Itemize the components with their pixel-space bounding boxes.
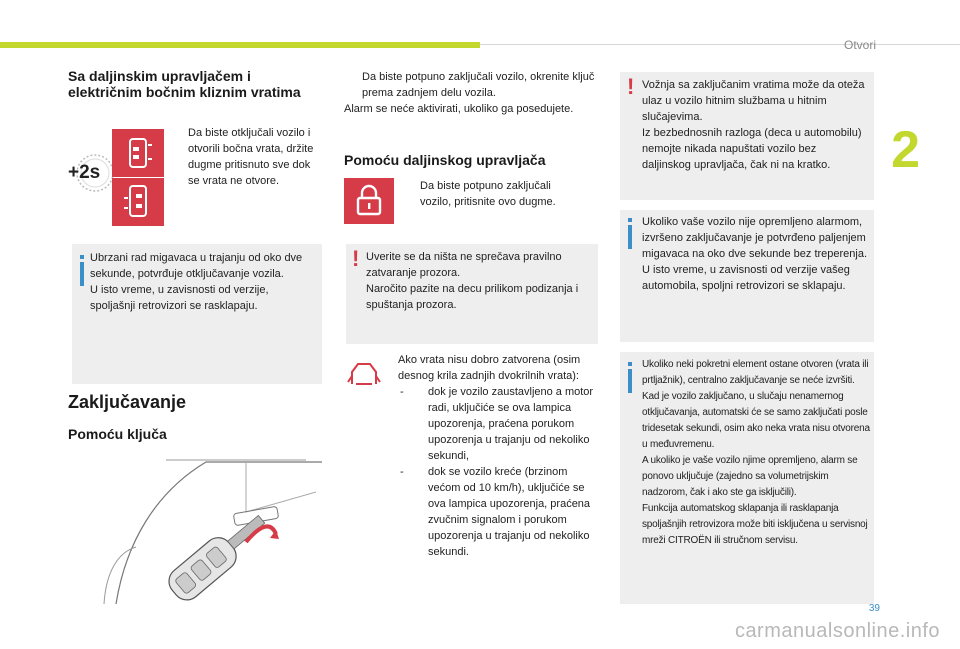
page-number: 39 <box>868 603 880 614</box>
dash-bullet: - <box>400 386 404 398</box>
header-divider <box>480 44 960 45</box>
remote-lock-instruction: Da biste potpuno zaključali vozilo, pritisnite ovo dugme. <box>420 180 556 208</box>
key-lock-instruction: Da biste potpuno zaključali vozilo, okrenite ključ prema zadnjem delu vozila. <box>362 71 595 99</box>
heading-remote-sliding-doors: Sa daljinskim upravljačem i električnim bočnim kliznim vratima <box>68 68 301 100</box>
door-warning-moving: dok se vozilo kreće (brzinom većom od 10 km/h), uključiće se ova lampica upozorenja, praćena zvučnim signalom i porukom upozorenja u trajanju od nekoliko sekundi. <box>428 466 591 558</box>
header-accent-bar <box>0 42 480 48</box>
chapter-number: 2 <box>891 121 920 179</box>
section-title: Otvori <box>843 38 876 52</box>
info-box-auto-relock <box>620 352 874 604</box>
lock-button-tile <box>344 178 394 224</box>
door-open-warning-lamp <box>344 354 384 394</box>
info-box-indicators <box>72 244 322 384</box>
warning-box-driving-locked <box>620 72 874 200</box>
warning-icon: ! <box>627 74 635 99</box>
info-text-no-alarm: Ukoliko vaše vozilo nije opremljeno alarmom, izvršeno zaključavanje je potvrđeno paljenjem migavaca na oko dve sekunde bez treperenja. U isto vreme, u zavisnosti od verzije vašeg automobila, spoljni retrovizori se sklapaju. <box>642 216 868 292</box>
info-bar <box>80 262 84 286</box>
warning-text-windows: Uverite se da ništa ne sprečava pravilno zatvaranje prozora. Naročito pazite na decu prilikom podizanja i spuštanja prozora. <box>366 251 579 311</box>
hold-2s-badge <box>68 150 118 196</box>
car-door-open-icon <box>344 354 384 394</box>
hold-duration-label: +2s <box>68 162 101 183</box>
door-warning-list <box>398 384 602 560</box>
warning-icon: ! <box>352 246 360 271</box>
info-text-auto-relock: Ukoliko neki pokretni element ostane otvoren (vrata ili prtljažnik), centralno zaključavanje se neće izvršiti. Kad je vozilo zaključano, u slučaju nenamernog otključavanja, automatski će se samo zaključati posle tridesetak sekundi, osim ako neka vrata nisu otvorena u međuvremenu. A ukoliko je vaše vozilo njime opremljeno, alarm se ponovo uključuje (zajedno sa volumetrijskim nadzorom, čak i ako ste ga isključili). Funkcija automatskog sklapanja ili rasklapanja spoljašnjih retrovizora može biti isključena u servisnoj mreži CITROËN ili stručnom servisu. <box>642 359 870 546</box>
door-warning-intro: Ako vrata nisu dobro zatvorena (osim desnog krila zadnjih dvokrilnih vrata): <box>398 354 581 382</box>
open-sliding-door-icon <box>112 129 164 177</box>
heading-with-remote: Pomoću daljinskog upravljača <box>344 152 546 168</box>
list-item <box>398 464 602 560</box>
info-bar <box>628 369 632 393</box>
alarm-note: Alarm se neće aktivirati, ukoliko ga posedujete. <box>344 103 574 115</box>
watermark: carmanualsonline.info <box>734 620 940 642</box>
unlock-side-door-button-tile <box>112 129 164 177</box>
sliding-door-icon <box>112 178 164 226</box>
info-bar <box>628 225 632 249</box>
padlock-icon <box>344 178 394 224</box>
dash-bullet: - <box>400 466 404 478</box>
heading-with-key: Pomoću ključa <box>68 426 167 442</box>
warning-text-driving-locked: Vožnja sa zaključanim vratima može da oteža ulaz u vozilo hitnim službama u hitnim slučajevima. Iz bezbednosnih razloga (deca u automobilu) nemojte nikada napuštati vozilo bez daljinskog upravljača, čak ni na kratko. <box>642 79 865 171</box>
info-icon <box>80 255 84 259</box>
info-icon <box>628 362 632 366</box>
unlock-side-door-button-tile-2 <box>112 178 164 226</box>
info-icon <box>628 218 632 222</box>
warning-box-windows <box>346 244 598 344</box>
heading-locking: Zaključavanje <box>68 392 187 412</box>
unlock-instruction: Da biste otključali vozilo i otvorili bočna vrata, držite dugme pritisnuto sve dok se vrata ne otvore. <box>188 127 314 187</box>
info-text-unlock: Ubrzani rad migavaca u trajanju od oko dve sekunde, potvrđuje otključavanje vozila. U isto vreme, u zavisnosti od verzije, spoljašnji retrovizori se rasklapaju. <box>90 252 303 312</box>
list-item <box>398 384 602 464</box>
key-in-door-lock-image <box>96 452 322 604</box>
info-box-no-alarm <box>620 210 874 342</box>
door-warning-stationary: dok je vozilo zaustavljeno a motor radi, uključiće se ova lampica upozorenja, praćena porukom upozorenja u trajanju od nekoliko sekundi, <box>428 386 594 462</box>
key-lock-illustration <box>96 452 322 604</box>
